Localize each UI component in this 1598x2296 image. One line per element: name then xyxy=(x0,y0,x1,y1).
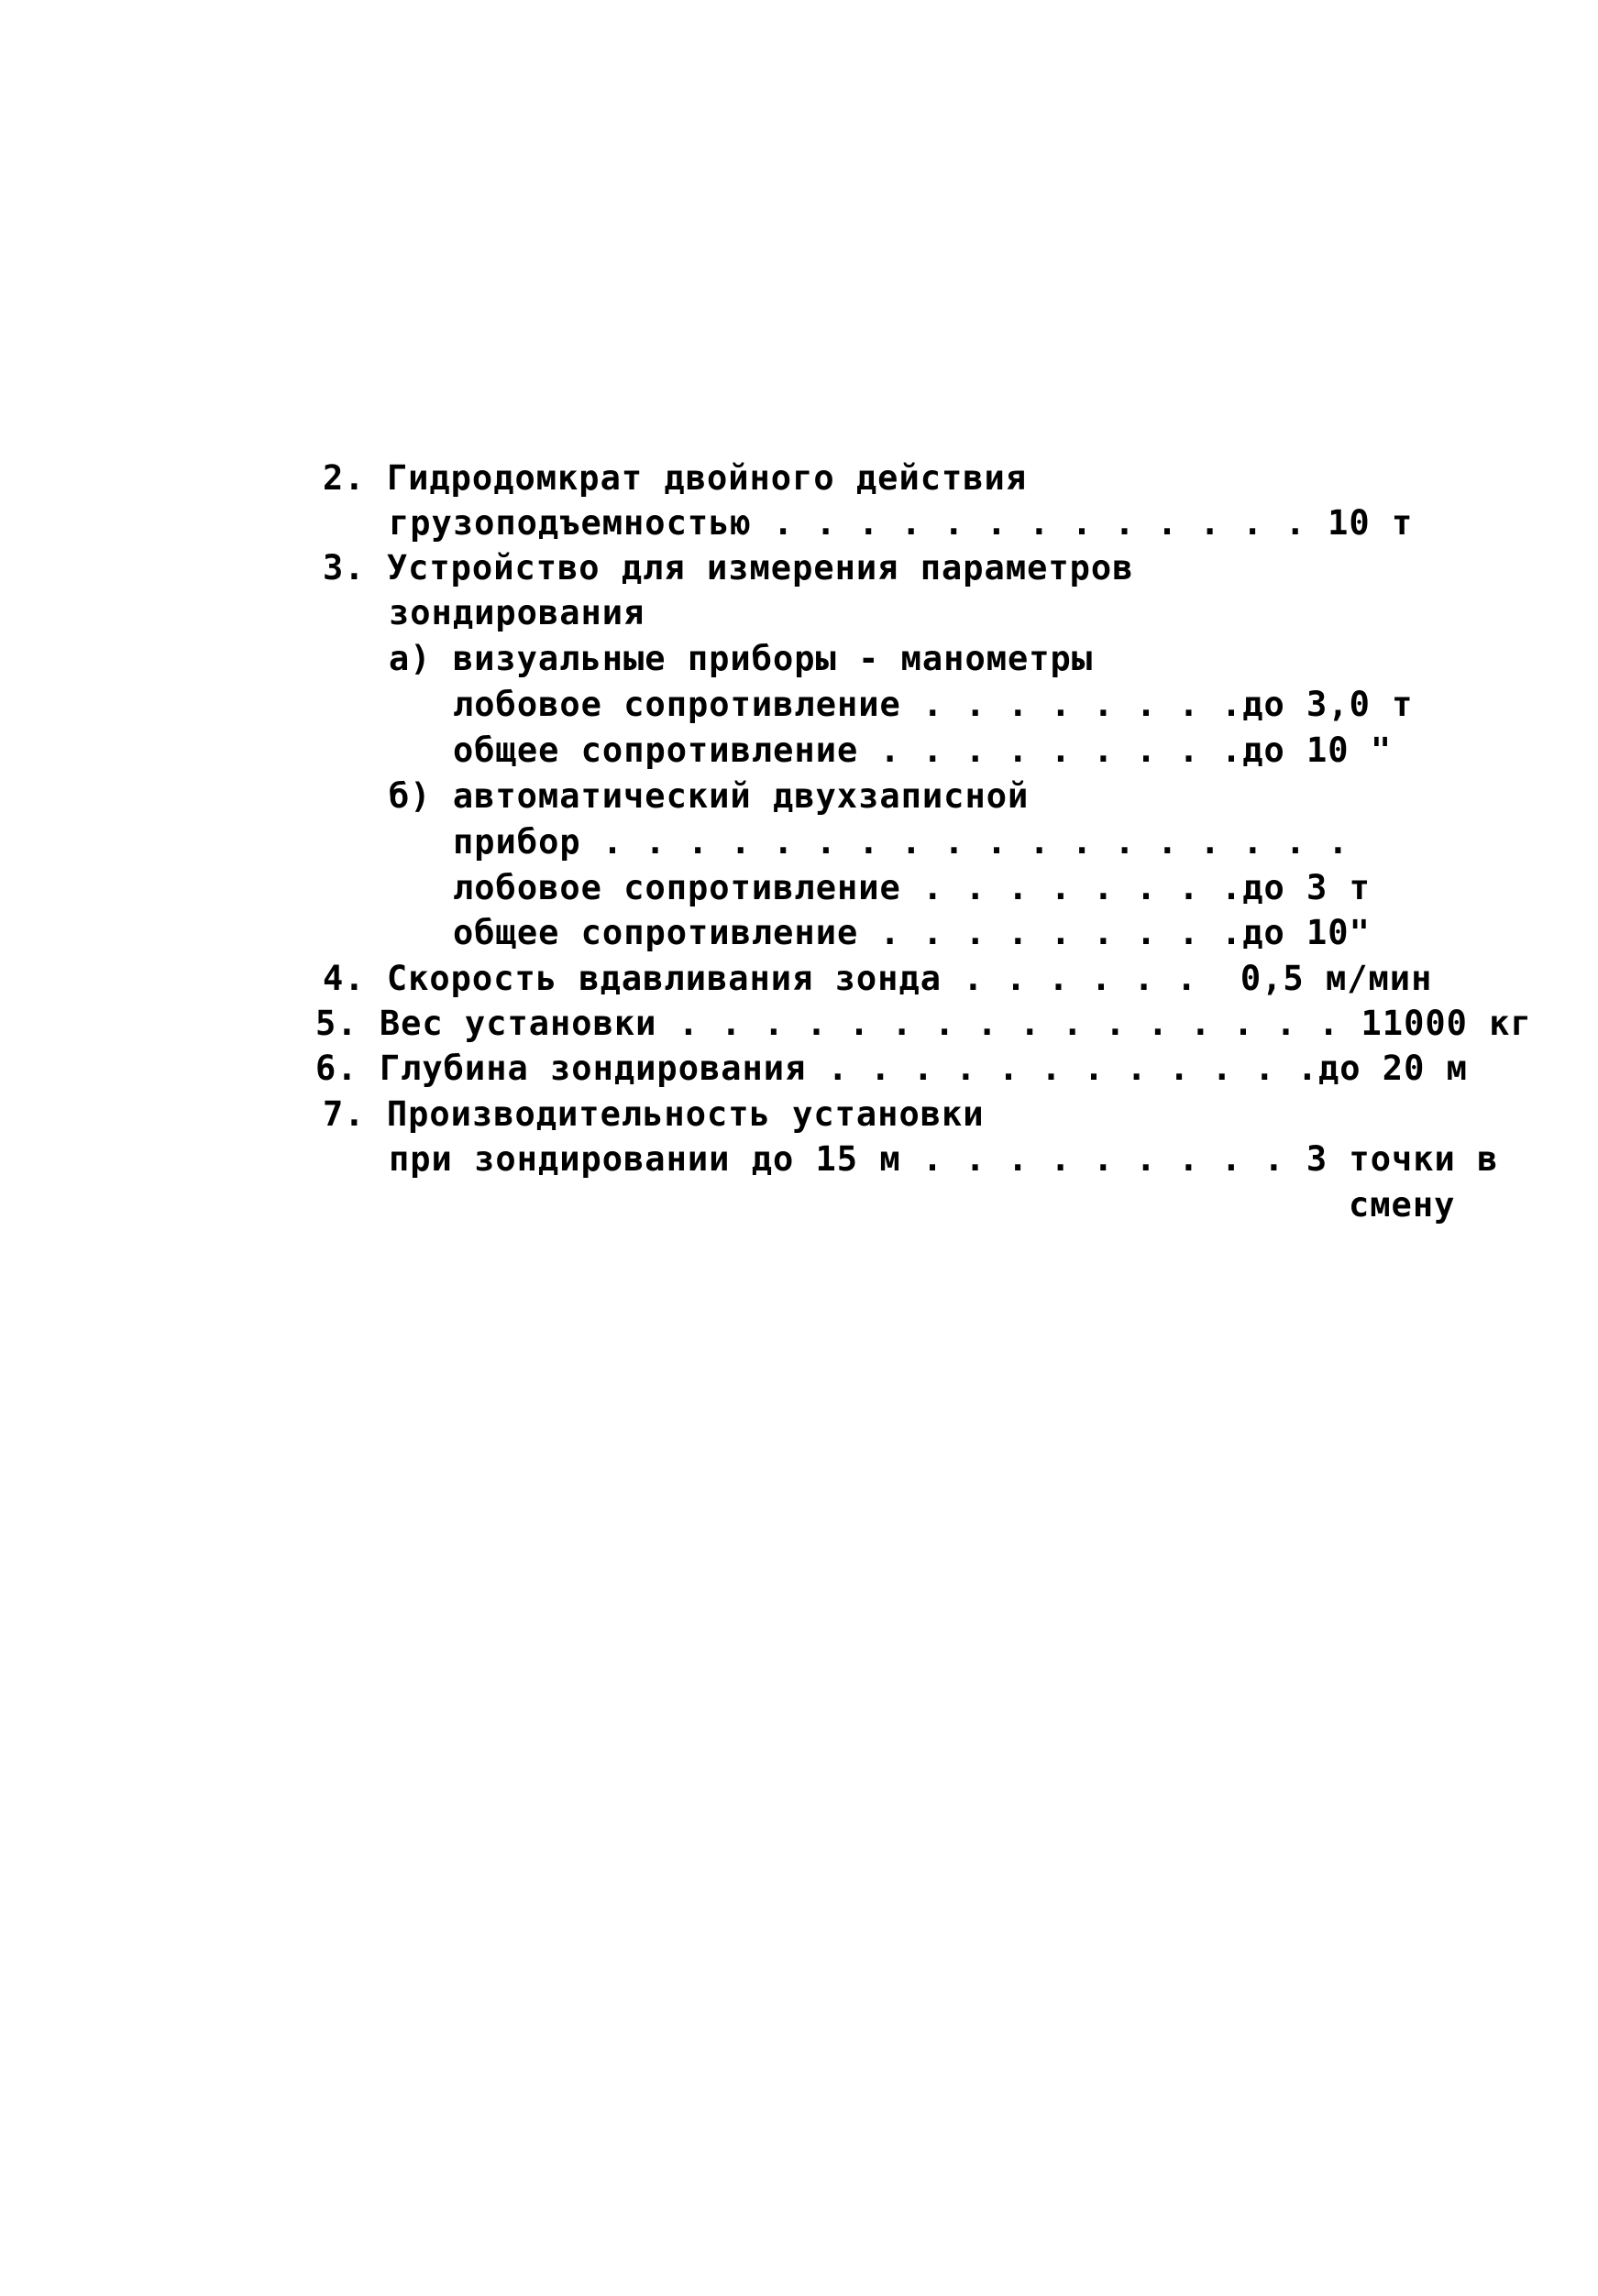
item-7-title: 7. Производительность установки xyxy=(323,1094,985,1134)
item-3b-total-resistance: общее сопротивление . . . . . . . . .до 10" xyxy=(453,913,1371,952)
item-3-title-cont: зондирования xyxy=(389,593,645,632)
item-7-value: при зондировании до 15 м . . . . . . . . . 3 точки в xyxy=(389,1139,1499,1179)
item-3a-frontal-resistance: лобовое сопротивление . . . . . . . .до 3,0 т xyxy=(453,685,1414,724)
item-7-value-cont: смену xyxy=(1349,1185,1456,1225)
item-5: 5. Вес установки . . . . . . . . . . . . . . . . 11000 кг xyxy=(315,1004,1532,1043)
item-2-capacity: грузоподъемностью . . . . . . . . . . . . . 10 т xyxy=(389,503,1414,543)
item-3-title: 3. Устройство для измерения параметров xyxy=(323,548,1134,588)
item-3a-title: а) визуальные приборы - манометры xyxy=(389,639,1094,678)
item-3b-frontal-resistance: лобовое сопротивление . . . . . . . .до 3 т xyxy=(453,868,1371,907)
item-4: 4. Скорость вдавливания зонда . . . . . . 0,5 м/мин xyxy=(323,959,1433,998)
item-3b-title-cont: прибор . . . . . . . . . . . . . . . . . . xyxy=(453,822,1350,862)
item-2-title: 2. Гидродомкрат двойного действия xyxy=(323,458,1028,498)
item-3b-title: б) автоматический двухзаписной xyxy=(389,776,1030,816)
item-3a-total-resistance: общее сопротивление . . . . . . . . .до 10 " xyxy=(453,731,1393,770)
item-6: 6. Глубина зондирования . . . . . . . . . . . .до 20 м xyxy=(315,1049,1468,1088)
